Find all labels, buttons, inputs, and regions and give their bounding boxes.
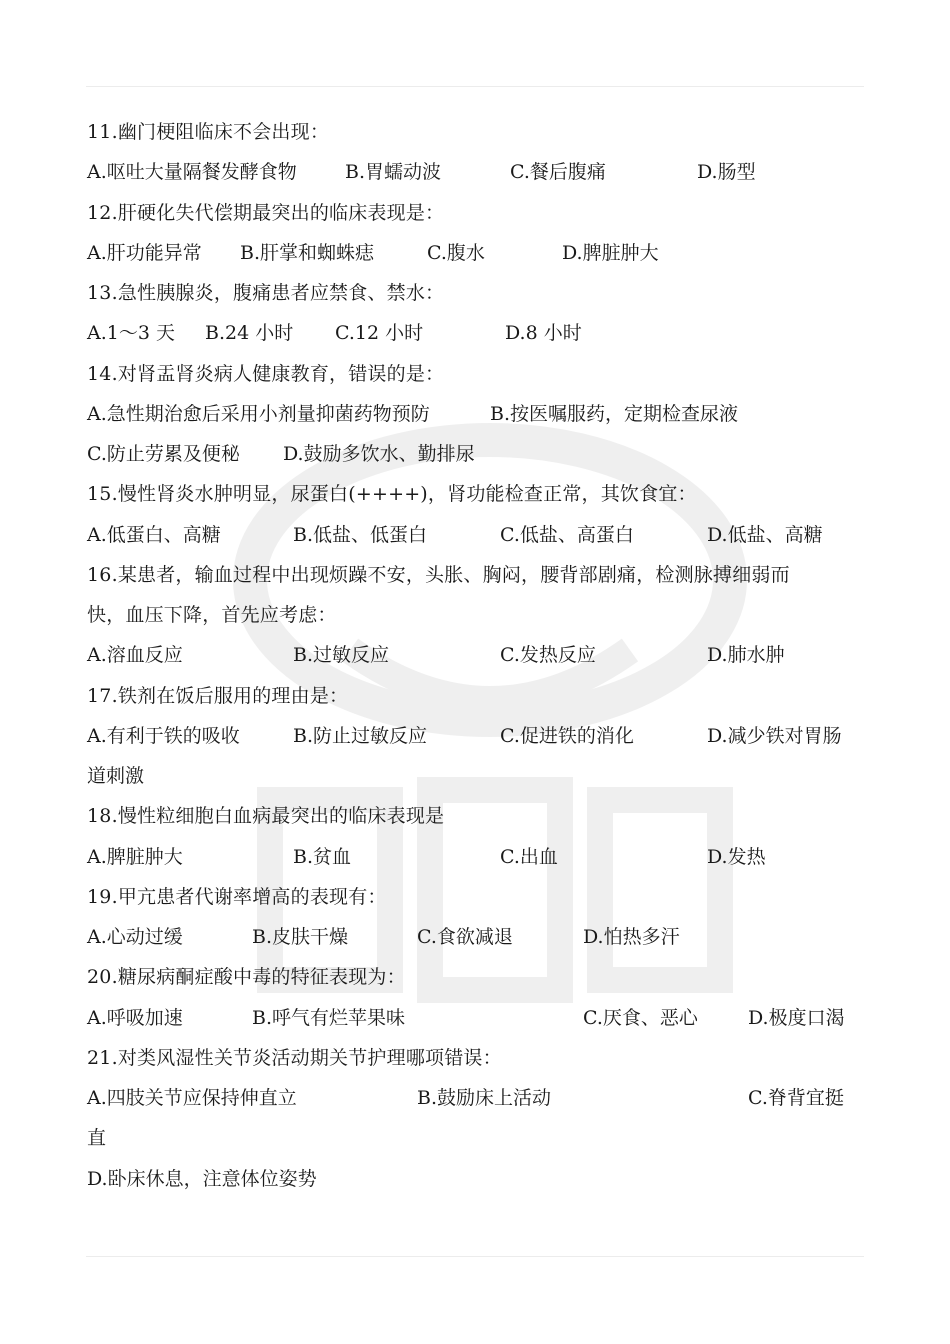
option-a[interactable]: A.肝功能异常 — [87, 241, 202, 264]
question-17-stem: 17.铁剂在饭后服用的理由是： — [87, 684, 349, 707]
option-b[interactable]: B.呼气有烂苹果味 — [252, 1006, 406, 1029]
question-20-stem: 20.糖尿病酮症酸中毒的特征表现为： — [87, 966, 406, 989]
question-21-option-c-wrap: 直 — [87, 1127, 107, 1150]
question-16-stem-line1: 16.某患者，输血过程中出现烦躁不安，头胀、胸闷，腰背部剧痛，检测脉搏细弱而 — [87, 563, 790, 586]
option-d[interactable]: D.卧床休息，注意体位姿势 — [87, 1167, 317, 1190]
question-15-options — [87, 515, 867, 555]
question-19-stem: 19.甲亢患者代谢率增高的表现有： — [87, 885, 387, 908]
question-18-stem: 18.慢性粒细胞白血病最突出的临床表现是 — [87, 805, 445, 828]
option-c[interactable]: C.发热反应 — [500, 644, 596, 667]
option-a[interactable]: A.脾脏肿大 — [87, 845, 183, 868]
option-b[interactable]: B.过敏反应 — [293, 644, 390, 667]
question-14-options-row2 — [87, 434, 867, 474]
question-13-options — [87, 313, 867, 353]
option-b[interactable]: B.贫血 — [293, 845, 352, 868]
option-c[interactable]: C.腹水 — [427, 241, 485, 264]
option-b[interactable]: B.按医嘱服药，定期检查尿液 — [490, 402, 739, 425]
option-a[interactable]: A.呕吐大量隔餐发酵食物 — [87, 161, 297, 184]
option-b[interactable]: B.胃蠕动波 — [345, 161, 442, 184]
option-c[interactable]: C.餐后腹痛 — [510, 161, 606, 184]
option-d[interactable]: D.鼓励多饮水、勤排尿 — [283, 443, 475, 465]
question-12-stem: 12.肝硬化失代偿期最突出的临床表现是： — [87, 201, 445, 224]
option-c[interactable]: C.促进铁的消化 — [500, 724, 634, 747]
option-d[interactable]: D.怕热多汗 — [583, 926, 680, 948]
option-c[interactable]: C.脊背宜挺 — [748, 1087, 844, 1109]
option-c[interactable]: C.12 小时 — [335, 322, 424, 345]
option-a[interactable]: A.低蛋白、高糖 — [87, 523, 221, 546]
question-list — [87, 112, 867, 1199]
option-d[interactable]: D.8 小时 — [505, 322, 582, 345]
option-a[interactable]: A.1～3 天 — [87, 322, 175, 345]
option-d[interactable]: D.发热 — [707, 845, 766, 868]
option-b[interactable]: B.皮肤干燥 — [252, 926, 349, 948]
question-21-stem: 21.对类风湿性关节炎活动期关节护理哪项错误： — [87, 1046, 502, 1069]
question-16-stem-line2: 快，血压下降，首先应考虑： — [87, 604, 337, 626]
option-c[interactable]: C.防止劳累及便秘 — [87, 443, 240, 465]
option-b[interactable]: B.防止过敏反应 — [293, 724, 428, 747]
option-d[interactable]: D.肺水肿 — [707, 644, 785, 667]
question-20-options — [87, 998, 867, 1038]
question-19-options — [87, 917, 867, 957]
question-17-option-d-wrap: 道刺激 — [87, 765, 145, 787]
question-15-stem: 15.慢性肾炎水肿明显，尿蛋白(++++)，肾功能检查正常，其饮食宜： — [87, 483, 697, 506]
option-b[interactable]: B.鼓励床上活动 — [417, 1087, 552, 1109]
question-14-stem: 14.对肾盂肾炎病人健康教育，错误的是： — [87, 362, 445, 385]
option-b[interactable]: B.低盐、低蛋白 — [293, 523, 428, 546]
question-11-options — [87, 152, 867, 192]
header-rule — [86, 86, 864, 87]
option-a[interactable]: A.心动过缓 — [87, 926, 183, 948]
question-13-stem: 13.急性胰腺炎，腹痛患者应禁食、禁水： — [87, 282, 445, 304]
option-a[interactable]: A.四肢关节应保持伸直立 — [87, 1087, 297, 1109]
option-c[interactable]: C.食欲减退 — [417, 926, 513, 948]
option-d[interactable]: D.脾脏肿大 — [562, 241, 659, 264]
question-21-options-row1 — [87, 1078, 867, 1118]
option-a[interactable]: A.溶血反应 — [87, 644, 183, 667]
option-c[interactable]: C.低盐、高蛋白 — [500, 523, 634, 546]
option-a[interactable]: A.有利于铁的吸收 — [87, 724, 240, 747]
option-c[interactable]: C.出血 — [500, 845, 558, 868]
option-a[interactable]: A.呼吸加速 — [87, 1006, 183, 1029]
question-16-options — [87, 635, 867, 675]
option-d[interactable]: D.减少铁对胃肠 — [707, 724, 842, 747]
question-21-options-row2 — [87, 1159, 867, 1199]
question-11-stem: 11.幽门梗阻临床不会出现： — [87, 121, 330, 143]
question-14-options-row1 — [87, 394, 867, 434]
footer-rule — [86, 1256, 864, 1257]
option-a[interactable]: A.急性期治愈后采用小剂量抑菌药物预防 — [87, 402, 430, 425]
option-d[interactable]: D.低盐、高糖 — [707, 523, 823, 546]
option-c[interactable]: C.厌食、恶心 — [583, 1006, 698, 1029]
option-d[interactable]: D.极度口渴 — [748, 1006, 845, 1029]
question-12-options — [87, 233, 867, 273]
option-d[interactable]: D.肠型 — [697, 161, 756, 184]
option-b[interactable]: B.24 小时 — [205, 322, 294, 345]
option-b[interactable]: B.肝掌和蜘蛛痣 — [240, 241, 375, 264]
question-18-options — [87, 837, 867, 877]
question-17-options — [87, 716, 867, 756]
